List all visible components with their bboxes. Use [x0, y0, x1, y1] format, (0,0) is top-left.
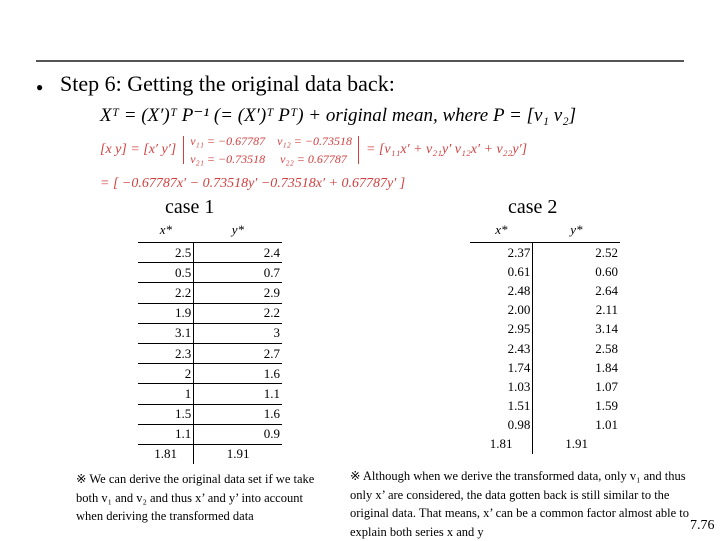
- table-cell: 1.6: [194, 404, 282, 424]
- table-cell: 2.00: [470, 301, 533, 320]
- table-row: [470, 377, 620, 396]
- column-header: x*: [470, 218, 533, 243]
- table-cell: 0.98: [470, 416, 533, 435]
- table-cell: 1.1: [138, 424, 194, 444]
- case1-table: [138, 218, 282, 464]
- table-row: [470, 397, 620, 416]
- formula-v22: v₂₂ = 0.67787: [280, 152, 347, 166]
- top-divider: [36, 60, 684, 62]
- table-cell: 1.01: [595, 417, 618, 433]
- page-number: 7.76: [690, 518, 715, 533]
- table-cell: 0.60: [595, 263, 618, 279]
- column-header: x*: [138, 218, 194, 243]
- table-cell: 2.11: [595, 302, 618, 318]
- mean-cell: 1.91: [226, 446, 250, 462]
- mean-cell: 1.81: [138, 444, 194, 464]
- table-cell: 2.37: [470, 243, 533, 263]
- formula-matrix-entries: [190, 132, 352, 168]
- table-cell: 2.48: [470, 281, 533, 300]
- table-cell: 3.1: [138, 323, 194, 343]
- table-cell: 1.84: [595, 359, 618, 375]
- table-cell: 2.52: [595, 244, 618, 260]
- table-cell: 2.9: [194, 283, 282, 303]
- table-cell: 1.07: [595, 378, 618, 394]
- column-header: y*: [194, 218, 282, 243]
- mean-row: [470, 435, 620, 454]
- table-row: [138, 243, 282, 263]
- table-cell: 1.5: [138, 404, 194, 424]
- table-header-row: [470, 218, 620, 243]
- table-cell: 2.64: [595, 282, 618, 298]
- mean-cell: 1.91: [565, 436, 589, 452]
- table-row: [470, 281, 620, 300]
- table-cell: 1: [138, 384, 194, 404]
- table-cell: 1.59: [595, 398, 618, 414]
- table-cell: 2.2: [194, 303, 282, 323]
- table-cell: 2.58: [595, 340, 618, 356]
- table-cell: 1.03: [470, 377, 533, 396]
- table-cell: 2: [138, 364, 194, 384]
- case1-label: case 1: [165, 196, 215, 218]
- table-cell: 2.7: [194, 343, 282, 363]
- table-row: [138, 303, 282, 323]
- table-row: [470, 339, 620, 358]
- formula-lhs: [x y] = [x′ y′]: [100, 142, 177, 158]
- table-row: [470, 301, 620, 320]
- table-cell: 2.43: [470, 339, 533, 358]
- table-cell: 2.95: [470, 320, 533, 339]
- mean-row: [138, 444, 282, 464]
- table-cell: 2.5: [138, 243, 194, 263]
- table-row: [138, 263, 282, 283]
- mean-cell: 1.81: [470, 435, 533, 454]
- table-cell: 2.2: [138, 283, 194, 303]
- matrix-bracket: [183, 136, 184, 164]
- formula-v12: v₁₂ = −0.73518: [277, 134, 352, 148]
- table-header-row: [138, 218, 282, 243]
- bullet-icon: ●: [36, 80, 44, 94]
- formula-v21: v₂₁ = −0.73518: [190, 152, 266, 166]
- table-cell: 0.7: [194, 263, 282, 283]
- formula-matrix: [100, 132, 527, 168]
- table-row: [470, 358, 620, 377]
- table-row: [138, 323, 282, 343]
- table-row: [138, 404, 282, 424]
- table-cell: 0.9: [194, 424, 282, 444]
- table-row: [470, 320, 620, 339]
- table-cell: 1.1: [194, 384, 282, 404]
- table-cell: 2.4: [194, 243, 282, 263]
- table-row: [138, 424, 282, 444]
- formula-expanded: = [ −0.67787x′ − 0.73518y′ −0.73518x′ + 0.67787y′ ]: [100, 176, 406, 191]
- case1-note: ※ We can derive the original data set if we take both v₁ and v₂ and thus x’ and y’ into account when deriving the transformed data: [76, 472, 315, 523]
- column-header: y*: [533, 218, 620, 243]
- table-cell: 1.9: [138, 303, 194, 323]
- case2-note: ※ Although when we derive the transformed data, only v₁ and thus only x’ are considered, the data gotten back is still similar to the original data. That means, x’ can be a common factor almost able to explain both series x and y: [350, 469, 690, 539]
- formula-rhs: = [v₁₁x′ + v₂₁y′ v₁₂x′ + v₂₂y′]: [365, 142, 528, 158]
- formula-main: Xᵀ = (X′)ᵀ P⁻¹ (= (X′)ᵀ Pᵀ) + original mean, where P = [v₁ v₂]: [100, 105, 577, 126]
- table-row: [138, 364, 282, 384]
- table-row: [138, 384, 282, 404]
- case2-table: [470, 218, 620, 454]
- case2-label: case 2: [508, 196, 558, 218]
- table-cell: 0.61: [470, 262, 533, 281]
- table-cell: 3: [194, 323, 282, 343]
- table-cell: 1.51: [470, 397, 533, 416]
- table-cell: 3.14: [595, 321, 618, 337]
- table-cell: 1.6: [194, 364, 282, 384]
- table-cell: 2.3: [138, 343, 194, 363]
- slide-title: Step 6: Getting the original data back:: [60, 71, 395, 96]
- table-row: [470, 262, 620, 281]
- matrix-bracket: [358, 136, 359, 164]
- formula-v11: v₁₁ = −0.67787: [190, 134, 266, 148]
- table-row: [470, 416, 620, 435]
- table-row: [138, 343, 282, 363]
- table-row: [470, 243, 620, 263]
- table-cell: 1.74: [470, 358, 533, 377]
- table-row: [138, 283, 282, 303]
- table-cell: 0.5: [138, 263, 194, 283]
